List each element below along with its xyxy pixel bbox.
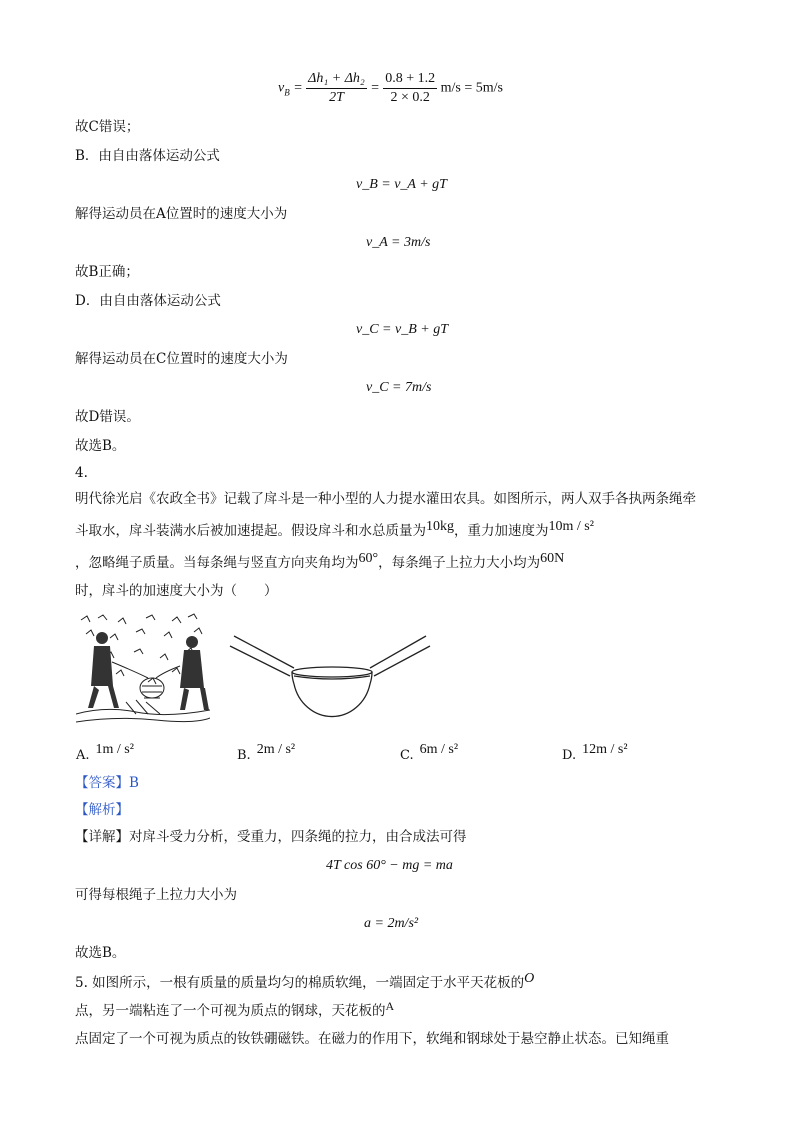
- equation-b-formula: v_B = v_A + gT: [356, 177, 447, 192]
- line-choose-b-1: 故选B。: [75, 438, 126, 454]
- q5-point-o: O: [524, 971, 535, 986]
- question-4-line-2: [75, 519, 594, 541]
- eq-vb-sub: B: [284, 87, 290, 98]
- equation-a: a = 2m/s²: [364, 916, 419, 931]
- fraction-1: [306, 70, 367, 107]
- option-b-value: 2m / s²: [256, 742, 296, 757]
- equation-va: v_A = 3m/s: [366, 235, 431, 250]
- fraction-1-den: 2T: [329, 90, 344, 105]
- option-d[interactable]: [562, 742, 628, 765]
- question-4-line-4: 时，戽斗的加速度大小为（ ）: [75, 583, 278, 599]
- q4-line2-text-a: 斗取水，戽斗装满水后被加速提起。假设戽斗和水总质量为: [75, 523, 426, 539]
- option-c[interactable]: [400, 742, 459, 765]
- q4-line3-text-a: ，忽略绳子质量。当每条绳与竖直方向夹角均为: [75, 555, 359, 571]
- line-c-wrong: 故C错误；: [75, 119, 140, 135]
- q4-force: 60N: [540, 551, 565, 566]
- answer-line: 【答案】B: [75, 775, 139, 791]
- line-b-right: 故B正确；: [75, 264, 139, 280]
- q4-angle: 60°: [358, 551, 379, 566]
- bucket-diagram-svg: [228, 628, 432, 728]
- question-4-line-3: [75, 551, 565, 573]
- woodcut-illustration-svg: [76, 612, 210, 726]
- equation-vc: v_C = 7m/s: [366, 380, 432, 395]
- line-choose-b-2: 故选B。: [75, 945, 126, 961]
- fraction-1-num: Δh₁ + Δh₂: [306, 70, 367, 89]
- option-d-value: 12m / s²: [582, 742, 628, 757]
- equation-vb: $v_B$ = $\frac{\text{Δh₁ + Δh₂}}{2T}$ = $\frac{0.8 + 1.2}{2 \times 0.2}$ m/s = 5m/s: [278, 71, 504, 105]
- equation-force: 4T cos 60° − mg = ma: [326, 858, 453, 873]
- eq-vb-lhs: v: [278, 80, 285, 96]
- bucket-diagram: [228, 628, 432, 728]
- q4-gravity: 10m / s²: [548, 519, 594, 534]
- q4-line3-text-b: ，每条绳子上拉力大小均为: [378, 555, 541, 571]
- line-b-intro: B．由自由落体运动公式: [75, 148, 220, 164]
- analysis-line: 【解析】: [75, 802, 129, 818]
- option-b[interactable]: [237, 742, 296, 765]
- q5-point-a: A: [385, 999, 395, 1013]
- equation-d-formula: v_C = v_B + gT: [356, 322, 448, 337]
- q5-line1-text: 5. 如图所示，一根有质量的质量均匀的棉质软绳，一端固定于水平天花板的: [75, 975, 525, 991]
- detail-line: 【详解】对戽斗受力分析，受重力，四条绳的拉力，由合成法可得: [75, 829, 467, 845]
- question-5-line-3: 点固定了一个可视为质点的钕铁硼磁铁。在磁力的作用下，软绳和钢球处于悬空静止状态。已知绳重: [75, 1031, 669, 1047]
- line-b-solve: 解得运动员在A位置时的速度大小为: [75, 206, 288, 222]
- fraction-2: [383, 70, 437, 107]
- option-c-value: 6m / s²: [419, 742, 459, 757]
- option-b-label: B.: [237, 748, 251, 763]
- q4-mass: 10kg: [426, 519, 454, 534]
- question-4-number: 4.: [75, 465, 88, 481]
- line-d-wrong: 故D错误。: [75, 409, 140, 425]
- question-4-line-1: 明代徐光启《农政全书》记载了戽斗是一种小型的人力提水灌田农具。如图所示，两人双手各执两条绳牵: [75, 491, 696, 507]
- eq-vb-tail: m/s = 5m/s: [440, 80, 504, 96]
- option-d-label: D.: [562, 748, 577, 763]
- line-d-intro: D．由自由落体运动公式: [75, 293, 221, 309]
- line-d-solve: 解得运动员在C位置时的速度大小为: [75, 351, 288, 367]
- woodcut-illustration: [76, 612, 210, 726]
- q5-line2-text: 点，另一端粘连了一个可视为质点的钢球，天花板的: [75, 1003, 386, 1019]
- option-c-label: C.: [400, 748, 414, 763]
- tension-line: 可得每根绳子上拉力大小为: [75, 887, 237, 903]
- option-a-label: A.: [76, 748, 90, 763]
- fraction-2-den: 2 × 0.2: [390, 90, 430, 105]
- fraction-2-num: 0.8 + 1.2: [383, 70, 437, 89]
- question-5-line-2: [75, 999, 395, 1020]
- option-a[interactable]: [76, 742, 134, 765]
- q4-line2-text-b: ，重力加速度为: [454, 523, 549, 539]
- question-5-line-1: [75, 971, 535, 993]
- option-a-value: 1m / s²: [95, 742, 134, 757]
